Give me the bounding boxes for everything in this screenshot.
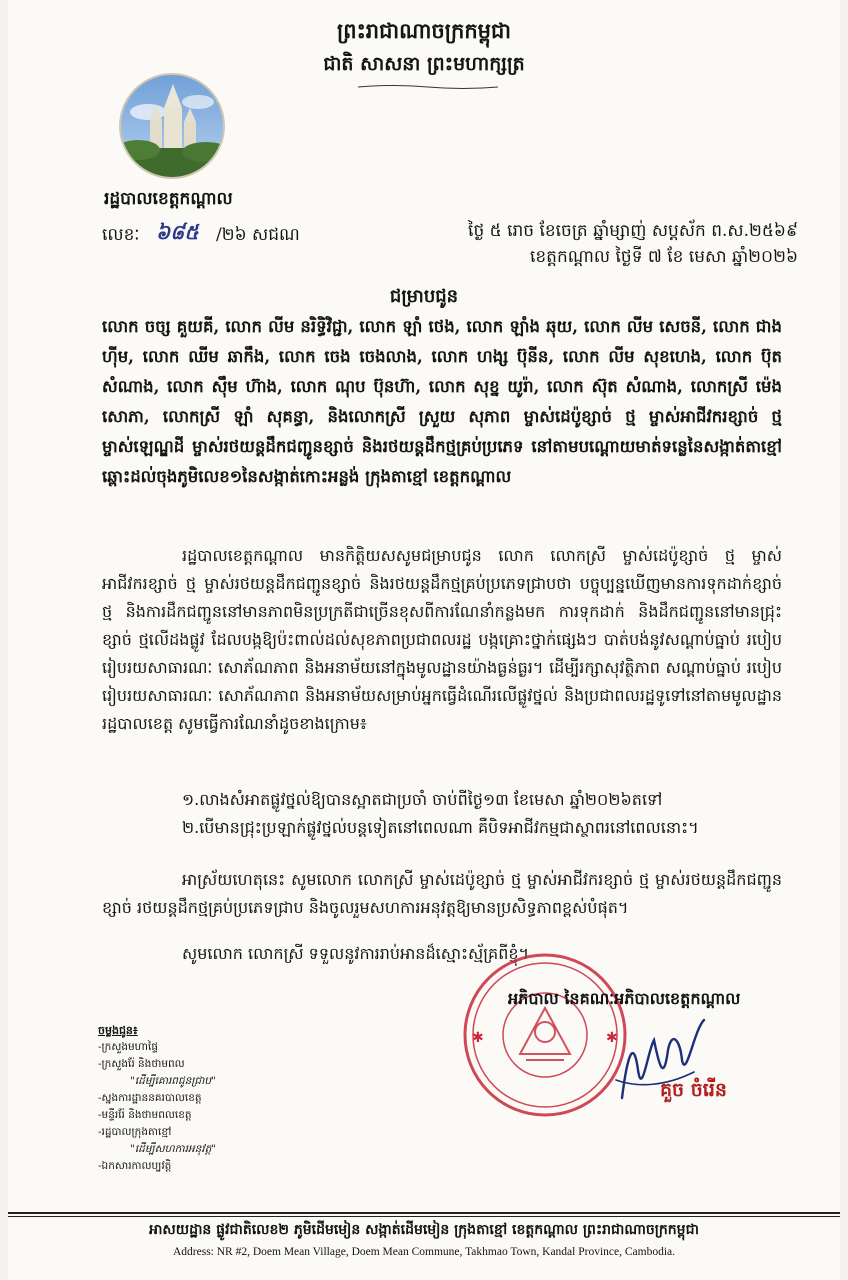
letter-heading: ជម្រាបជូន <box>389 286 459 307</box>
kingdom-title: ព្រះរាជាណាចក្រកម្ពុជា <box>336 18 511 43</box>
footer-address-khmer: អាសយដ្ឋាន ផ្លូវជាតិលេខ២ ភូមិដើមមៀន សង្កាត់ដើមមៀន ក្រុងតាខ្មៅ ខេត្តកណ្ដាល ព្រះរាជាណាចក្រកម្ពុជា <box>149 1222 699 1238</box>
cc-item: -រដ្ឋបាលក្រុងតាខ្មៅ <box>98 1126 172 1138</box>
cc-list <box>98 1022 216 1175</box>
lunar-date: ថ្ងៃ ៥ រោច ខែចេត្រ ឆ្នាំម្សាញ់ សប្តស័ក ព.ស.២៥៦៩ <box>468 221 798 241</box>
body-paragraph-2: អាស្រ័យហេតុនេះ សូមលោក លោកស្រី ម្ចាស់ដេប៉ូខ្សាច់ ថ្ម ម្ចាស់អាជីវករខ្សាច់ ថ្ម ម្ចាស់រថយន្តដឹកជញ្ជូនខ្សាច់ រថយន្តដឹកថ្មគ្រប់ប្រភេទជ្រាប និងចូលរួមសហការអនុវត្តឱ្យមានប្រសិទ្ធភាពខ្ពស់បំផុត។ <box>102 870 782 917</box>
footer-address-english: Address: NR #2, Doem Mean Village, Doem Mean Commune, Takhmao Town, Kandal Province, Cambodia. <box>172 1246 676 1258</box>
closing-paragraph: សូមលោក លោកស្រី ទទួលនូវការរាប់អានដ៏ស្មោះស្ម័គ្រពីខ្ញុំ។ <box>182 944 530 963</box>
svg-text:✱: ✱ <box>606 1030 618 1046</box>
official-seal <box>460 950 630 1120</box>
instruction-item: ២.បើមានជ្រុះប្រឡាក់ផ្លូវថ្នល់បន្តទៀតនៅពេលណា គឺបិទអាជីវកម្មជាស្ថាពរនៅពេលនោះ។ <box>182 818 699 837</box>
footer-divider <box>8 1212 840 1214</box>
cc-item: -ក្រសួងមហាផ្ទៃ <box>98 1041 158 1053</box>
cc-item: -ក្រសួងរ៉ែ និងថាមពល <box>98 1058 185 1070</box>
cc-item: "ដើម្បីគោរពជូនជ្រាប" <box>130 1075 216 1087</box>
cc-item: -មន្ទីររ៉ែ និងថាមពលខេត្ត <box>98 1109 192 1121</box>
ornament-divider <box>358 84 498 90</box>
cc-item: "ដើម្បីសហការអនុវត្ត" <box>130 1143 217 1155</box>
footer-divider <box>8 1216 840 1217</box>
national-motto: ជាតិ សាសនា ព្រះមហាក្សត្រ <box>323 53 525 75</box>
signer-name: គួច ចំរើន <box>660 1079 727 1101</box>
provincial-logo <box>118 72 226 180</box>
reference-number: ៦៨៥ <box>156 220 199 244</box>
cc-title: ចម្លងជូន៖ <box>98 1024 138 1037</box>
svg-text:✱: ✱ <box>472 1030 484 1046</box>
place-date: ខេត្តកណ្ដាល ថ្ងៃទី ៧ ខែ មេសា ឆ្នាំ២០២៦ <box>530 247 798 267</box>
letter-page <box>8 0 840 1280</box>
cc-item: -ស្នងការដ្ឋាននគរបាលខេត្ត <box>98 1092 202 1104</box>
signer-title: អភិបាល នៃគណៈអភិបាលខេត្តកណ្ដាល <box>508 989 741 1008</box>
cc-item: -ឯកសារកាលប្បវត្តិ <box>98 1160 172 1172</box>
reference-suffix: /២៦ សជណ <box>216 225 300 245</box>
instruction-list <box>182 786 802 842</box>
addressee-list: លោក ចច្ស គួយគី, លោក លីម នរិទ្ធិវិជ្ជា, លោក ឡាំ ថេង, លោក ឡាំង ឆុយ, លោក លីម សេចនី, លោក ជាង ហ៊ីម, លោក ឈីម ឆាកឹង, លោក ចេង ចេងលាង, លោក ហង្ស ប៊ុនីន, លោក លីម សុខហេង, លោក ប៊ុត សំណាង, លោក ស៊ឹម ហ៊ាង, លោក ណុប ប៊ុនហ៊ា, លោក សុខ្ន យូរ៉ា, លោក ស៊ុត សំណាង, លោកស្រី ម៉េង សោភា, លោកស្រី ឡាំ សុគន្ធា, និងលោកស្រី ស្រួយ សុភាព ម្ចាស់ដេប៉ូខ្សាច់ ថ្ម ម្ចាស់អាជីវករខ្សាច់ ថ្ម ម្ចាស់ឡេណ្ឌដី ម្ចាស់រថយន្តដឹកជញ្ជូនខ្សាច់ និងរថយន្តដឹកថ្មគ្រប់ប្រភេទ នៅតាមបណ្ដោយមាត់ទន្លេនៃសង្កាត់តាខ្មៅឆ្ពោះដល់ចុងភូមិលេខ១នៃសង្កាត់កោះអន្លង់ ក្រុងតាខ្មៅ ខេត្តកណ្ដាល <box>102 317 782 486</box>
reference-label: លេខៈ <box>102 225 140 245</box>
issuer-name: រដ្ឋបាលខេត្តកណ្ដាល <box>104 189 233 209</box>
body-paragraph-1: រដ្ឋបាលខេត្តកណ្ដាល មានកិត្តិយសសូមជម្រាបជូន លោក លោកស្រី ម្ចាស់ដេប៉ូខ្សាច់ ថ្ម ម្ចាស់អាជីវករខ្សាច់ ថ្ម ម្ចាស់រថយន្តដឹកជញ្ជូនខ្សាច់ និងរថយន្តដឹកថ្មគ្រប់ប្រភេទជ្រាបថា បច្ចុប្បន្នឃើញមានការទុកដាក់ខ្សាច់ ថ្ម និងការដឹកជញ្ជូននៅមានភាពមិនប្រក្រតីជាច្រើនខុសពីការណែនាំកន្លងមក ការទុកដាក់ និងដឹកជញ្ជូននៅមានជ្រុះខ្សាច់ ថ្មលើដងផ្លូវ ដែលបង្កឱ្យប៉ះពាល់ដល់សុខភាពប្រជាពលរដ្ឋ បង្កគ្រោះថ្នាក់ផ្សេងៗ បាត់បង់នូវសណ្ដាប់ធ្នាប់ របៀបរៀបរយសាធារណៈ សោភ័ណភាព និងអនាម័យនៅក្នុងមូលដ្ឋានយ៉ាងធ្ងន់ធ្ងរ។ ដើម្បីរក្សាសុវត្ថិភាព សណ្ដាប់ធ្នាប់ របៀបរៀបរយសាធារណៈ សោភ័ណភាព និងអនាម័យសម្រាប់អ្នកធ្វើដំណើរលើផ្លូវថ្នល់ និងប្រជាពលរដ្ឋទូទៅនៅតាមមូលដ្ឋាន រដ្ឋបាលខេត្ត សូមធ្វើការណែនាំដូចខាងក្រោម៖ <box>102 546 782 733</box>
instruction-item: ១.លាងសំអាតផ្លូវថ្នល់ឱ្យបានស្អាតជាប្រចាំ ចាប់ពីថ្ងៃ១៣ ខែមេសា ឆ្នាំ២០២៦តទៅ <box>182 790 663 809</box>
